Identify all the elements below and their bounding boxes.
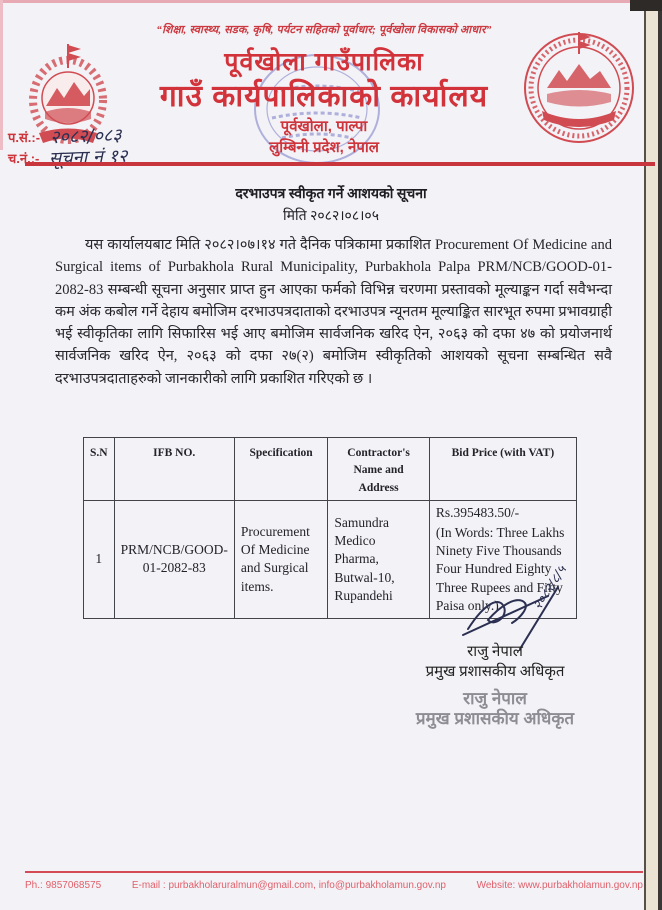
col-header-bid-price: Bid Price (with VAT) [429,438,576,501]
name-stamp-line2: प्रमुख प्रशासकीय अधिकृत [415,709,575,728]
address-line-2: लुम्बिनी प्रदेश, नेपाल [269,139,379,156]
notice-subject: दरभाउपत्र स्वीकृत गर्ने आशयको सूचना [235,187,427,202]
bid-price-words: (In Words: Three Lakhs Ninety Five Thousands Four Hundred Eighty Three Rupees and Fifty Paisa only.) [435,524,565,613]
col-header-sn: S.N [84,438,115,501]
cell-specification: Procurement Of Medicine and Surgical items. [234,500,327,618]
name-stamp-line1: राजु नेपाल [463,689,527,708]
col-header-specification: Specification [234,438,327,501]
ref-number-label: प.सं.:- [8,130,41,145]
signatory-title: प्रमुख प्रशासकीय अधिकृत [425,664,565,680]
address-line-1: पूर्वखोला, पाल्पा [280,118,368,135]
scan-top-edge [0,0,640,3]
letterhead-divider [25,162,655,166]
table-header-row [84,438,577,501]
scan-right-dark-edge [658,0,662,910]
col-header-contractor: Contractor's Name and Address [328,438,430,501]
signature-handwritten-date: २०८२/८/५ [530,563,570,613]
cell-ifb-no: PRM/NCB/GOOD-01-2082-83 [114,500,234,618]
signatory-name: राजु नेपाल [467,644,523,660]
footer-divider [25,871,643,873]
cell-contractor: Samundra Medico Pharma, Butwal-10, Rupandehi [328,500,430,618]
scan-corner-shadow [630,0,662,11]
municipality-name: पूर्वखोला गाउँपालिका [224,48,424,76]
cell-sn: 1 [84,500,115,618]
office-name: गाउँ कार्यपालिकाको कार्यालय [159,80,489,113]
notice-date: मिति २०८२।०८।०५ [283,209,379,224]
footer-contact-row [25,880,643,891]
footer-website: Website: www.purbakholamun.gov.np [476,880,643,891]
footer-email: E-mail : purbakholaruralmun@gmail.com, info@purbakholamun.gov.np [131,880,446,891]
ref-number-handwritten: २०८२/०८३ [49,124,123,149]
footer-phone: Ph.: 9857068575 [25,880,102,891]
bid-price-amount: Rs.395483.50/- [435,504,520,520]
letterhead-slogan: “शिक्षा, स्वास्थ्य, सडक, कृषि, पर्यटन सहितको पूर्वाधार; पूर्वखोला विकासको आधार” [156,24,492,36]
col-header-ifb: IFB NO. [114,438,234,501]
dispatch-number-handwritten: सूचना नं १२ [49,145,129,170]
notice-body-paragraph: यस कार्यालयबाट मिति २०८२।०७।१४ गते दैनिक पत्रिकामा प्रकाशित Procurement Of Medicine and Surgical items of Purbakhola Rural Municipality, Purbakhola Palpa PRM/NCB/GOOD-01-2082-83 सम्बन्धी सूचना अनुसार प्राप्त हुन आएका फर्मको विभिन्न चरणमा प्रस्तावको मूल्याङ्कन गर्दा सवैभन्दा कम अंक कबोल गर्ने देहाय बमोजिम दरभाउपत्रदाताको दरभाउपत्र न्यूनतम मूल्याङ्कित सारभूत रुपमा प्रभावग्राही भई स्वीकृतिका लागि सिफारिस भई आए बमोजिम सार्वजनिक खरिद ऐन, २०६३ को दफा ४७ को प्रयोजनार्थ सार्वजनिक खरिद ऐन, २०६३ को दफा २७(२) बमोजिम स्वीकृतिको आशयको सूचना सम्बन्धित सवै दरभाउपत्रदाताहरुको जानकारीको लागि प्रकाशित गरिएको छ । [55,237,612,387]
dispatch-number-label: च.नं.:- [8,151,40,166]
